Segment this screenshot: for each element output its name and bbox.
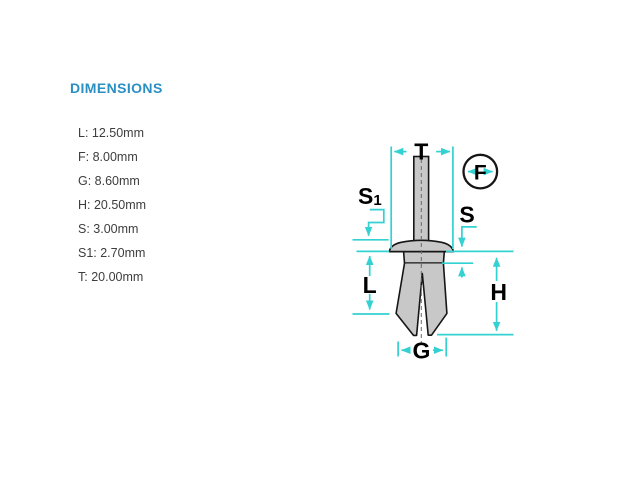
- t-label: T: [414, 138, 429, 165]
- l-label: L: [362, 272, 377, 298]
- s-leader: [462, 227, 477, 247]
- rivet-technical-drawing: [340, 120, 520, 380]
- page-title: DIMENSIONS: [70, 80, 163, 96]
- f-label: F: [473, 161, 487, 185]
- list-item: F: 8.00mm: [78, 150, 138, 164]
- s1-label-main: S: [358, 183, 374, 209]
- list-item: G: 8.60mm: [78, 174, 140, 188]
- list-item: S1: 2.70mm: [78, 246, 146, 260]
- s1-label-sub: 1: [373, 192, 382, 209]
- list-item: S: 3.00mm: [78, 222, 139, 236]
- h-label: H: [490, 279, 508, 305]
- list-item: L: 12.50mm: [78, 126, 145, 140]
- rivet-part: [389, 157, 453, 346]
- list-item: H: 20.50mm: [78, 198, 147, 212]
- s1-leader: [369, 210, 384, 236]
- dimension-list: [78, 121, 146, 289]
- s-label: S: [459, 201, 475, 228]
- g-label: G: [412, 337, 431, 364]
- list-item: T: 20.00mm: [78, 270, 144, 284]
- s1-label: [358, 183, 382, 209]
